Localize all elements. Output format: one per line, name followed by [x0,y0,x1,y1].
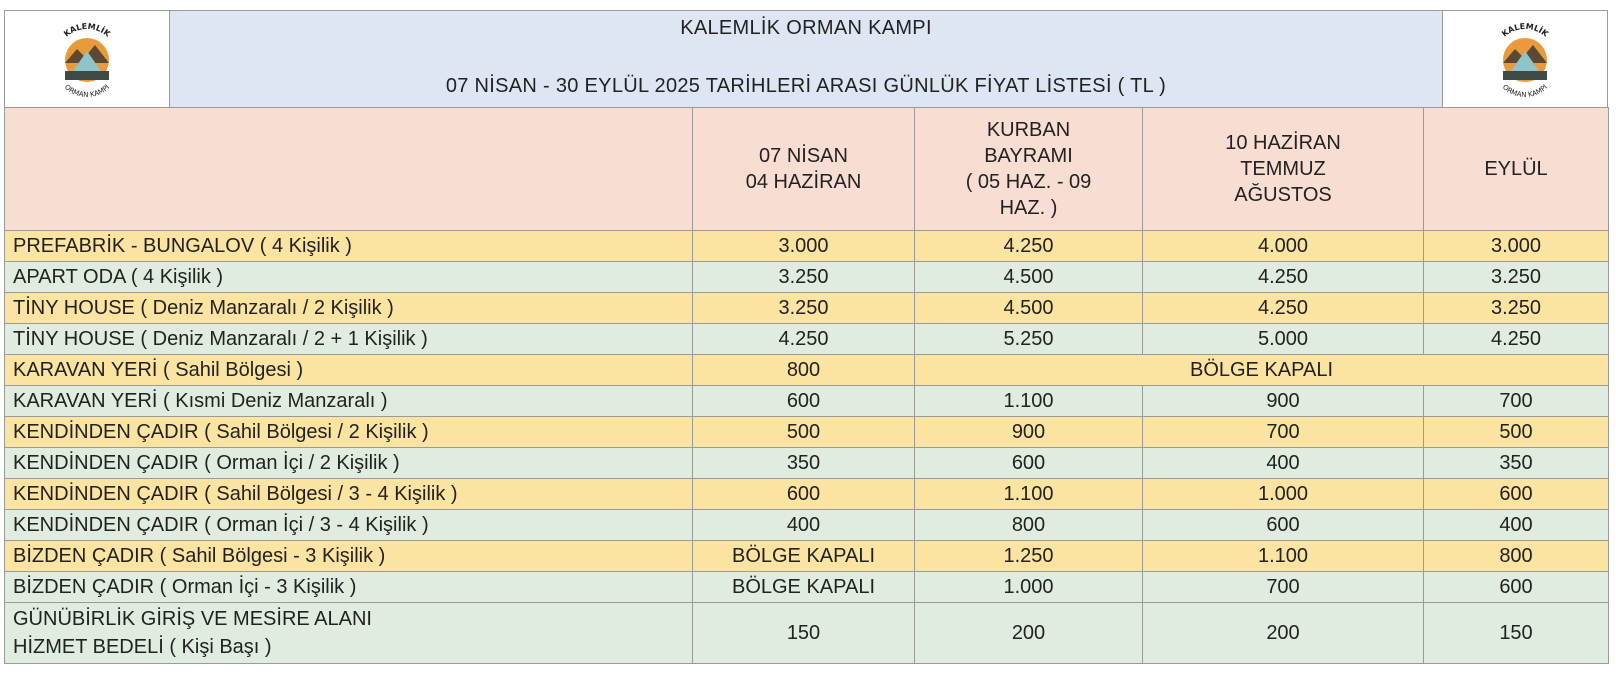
column-header-blank [5,108,693,231]
header [4,10,1608,107]
table-row [5,448,1609,479]
price-cell: 600 [1424,572,1609,603]
row-label: BİZDEN ÇADIR ( Sahil Bölgesi - 3 Kişilik ) [5,541,693,572]
column-header-row [5,108,1609,231]
price-cell: 3.250 [1424,293,1609,324]
price-cell: 350 [693,448,915,479]
price-cell: 400 [1424,510,1609,541]
row-label: KENDİNDEN ÇADIR ( Sahil Bölgesi / 2 Kişilik ) [5,417,693,448]
table-row [5,262,1609,293]
row-label: TİNY HOUSE ( Deniz Manzaralı / 2 + 1 Kişilik ) [5,324,693,355]
row-label: PREFABRİK - BUNGALOV ( 4 Kişilik ) [5,231,693,262]
price-cell: 1.000 [1143,479,1424,510]
price-cell: 900 [915,417,1143,448]
table-row [5,417,1609,448]
price-cell: 800 [693,355,915,386]
price-cell: 500 [693,417,915,448]
price-cell: 400 [693,510,915,541]
price-cell: 200 [915,603,1143,664]
row-label: APART ODA ( 4 Kişilik ) [5,262,693,293]
table-row [5,541,1609,572]
price-cell: 900 [1143,386,1424,417]
column-header-period-3: 10 HAZİRAN TEMMUZ AĞUSTOS [1143,108,1424,231]
price-cell: 3.250 [693,293,915,324]
table-row [5,510,1609,541]
price-cell: 1.000 [915,572,1143,603]
row-label: KENDİNDEN ÇADIR ( Orman İçi / 3 - 4 Kişilik ) [5,510,693,541]
table-row [5,572,1609,603]
table-row [5,324,1609,355]
page-subtitle: 07 NİSAN - 30 EYLÜL 2025 TARİHLERİ ARASI GÜNLÜK FİYAT LİSTESİ ( TL ) [445,75,1167,97]
row-label: GÜNÜBİRLİK GİRİŞ VE MESİRE ALANI HİZMET BEDELİ ( Kişi Başı ) [5,603,693,664]
logo-bottom-text: ORMAN KAMPI [62,83,112,99]
table-row [5,231,1609,262]
price-cell: 600 [1143,510,1424,541]
table-row [5,479,1609,510]
price-cell: 700 [1143,572,1424,603]
logo-top-text: KALEMLİK [62,21,112,39]
price-cell: 4.250 [1143,262,1424,293]
logo-top-text: KALEMLİK [1500,21,1550,39]
price-cell: 700 [1143,417,1424,448]
price-cell: 5.000 [1143,324,1424,355]
column-header-period-4: EYLÜL [1424,108,1609,231]
price-cell: 1.100 [1143,541,1424,572]
price-cell: 600 [693,386,915,417]
table-row [5,386,1609,417]
price-cell: 5.250 [915,324,1143,355]
price-cell: 3.250 [693,262,915,293]
price-cell: 700 [1424,386,1609,417]
price-cell: 150 [693,603,915,664]
price-cell: 4.000 [1143,231,1424,262]
column-header-period-2: KURBAN BAYRAMI ( 05 HAZ. - 09 HAZ. ) [915,108,1143,231]
price-cell: 4.500 [915,262,1143,293]
price-cell: 4.250 [693,324,915,355]
price-cell: 150 [1424,603,1609,664]
row-label: BİZDEN ÇADIR ( Orman İçi - 3 Kişilik ) [5,572,693,603]
logo-left [5,11,170,107]
row-label: KENDİNDEN ÇADIR ( Orman İçi / 2 Kişilik ) [5,448,693,479]
price-cell: 600 [915,448,1143,479]
price-cell: 3.000 [693,231,915,262]
price-cell: 200 [1143,603,1424,664]
price-cell: 600 [1424,479,1609,510]
price-cell: 800 [915,510,1143,541]
logo-right [1442,11,1607,107]
price-cell: 500 [1424,417,1609,448]
table-row [5,355,1609,386]
closed-zone-cell: BÖLGE KAPALI [915,355,1609,386]
price-cell: 350 [1424,448,1609,479]
page-title: KALEMLİK ORMAN KAMPI [680,17,932,39]
price-cell: 4.250 [1424,324,1609,355]
row-label: KARAVAN YERİ ( Kısmi Deniz Manzaralı ) [5,386,693,417]
price-cell: BÖLGE KAPALI [693,572,915,603]
table-row [5,603,1609,664]
price-list [4,10,1608,664]
price-cell: 3.000 [1424,231,1609,262]
price-cell: 3.250 [1424,262,1609,293]
logo-bottom-text: ORMAN KAMPI [1500,83,1550,99]
price-cell: 600 [693,479,915,510]
price-cell: 1.250 [915,541,1143,572]
column-header-period-1: 07 NİSAN 04 HAZİRAN [693,108,915,231]
price-cell: 400 [1143,448,1424,479]
title-area [170,11,1442,107]
row-label: KENDİNDEN ÇADIR ( Sahil Bölgesi / 3 - 4 Kişilik ) [5,479,693,510]
price-table [4,107,1609,664]
price-cell: 800 [1424,541,1609,572]
row-label: KARAVAN YERİ ( Sahil Bölgesi ) [5,355,693,386]
row-label: TİNY HOUSE ( Deniz Manzaralı / 2 Kişilik ) [5,293,693,324]
price-cell: 1.100 [915,386,1143,417]
camp-logo-icon [47,19,127,99]
table-row [5,293,1609,324]
price-cell: BÖLGE KAPALI [693,541,915,572]
camp-logo-icon [1485,19,1565,99]
price-cell: 1.100 [915,479,1143,510]
price-cell: 4.250 [1143,293,1424,324]
price-cell: 4.500 [915,293,1143,324]
price-cell: 4.250 [915,231,1143,262]
